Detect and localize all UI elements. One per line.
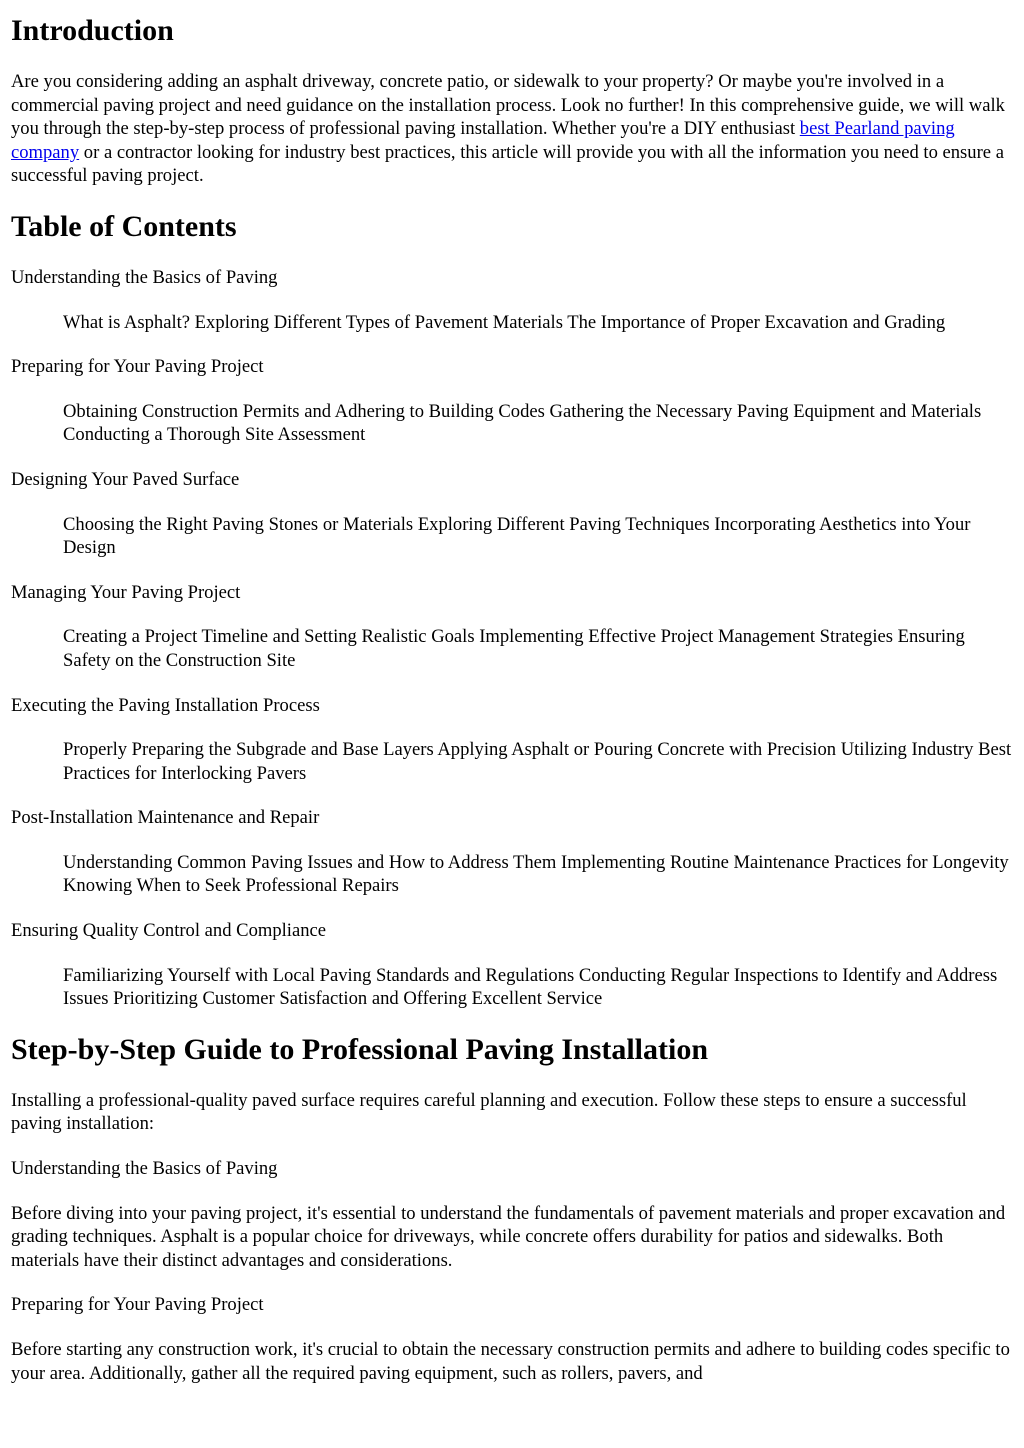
guide-section-basics bbox=[11, 1157, 1013, 1272]
toc-item-subtitle: Understanding Common Paving Issues and How to Address Them Implementing Routine Maintenance Practices for Longevity Knowing When to Seek Professional Repairs bbox=[63, 851, 1009, 897]
introduction-heading: Introduction bbox=[11, 14, 174, 47]
step-by-step-guide-heading: Step-by-Step Guide to Professional Paving Installation bbox=[11, 1032, 709, 1066]
guide-section-preparing bbox=[11, 1293, 1013, 1385]
introduction-paragraph bbox=[11, 70, 1013, 188]
introduction-text-after-link: or a contractor looking for industry best practices, this article will provide you with all the information you need to ensure a successful paving project. bbox=[11, 141, 1004, 187]
toc-item-title: Ensuring Quality Control and Compliance bbox=[11, 920, 327, 942]
toc-item-subtitle: Obtaining Construction Permits and Adhering to Building Codes Gathering the Necessary Paving Equipment and Materials Conducting a Thorough Site Assessment bbox=[63, 400, 982, 446]
toc-item-title: Preparing for Your Paving Project bbox=[11, 356, 264, 378]
toc-item-subtitle: Familiarizing Yourself with Local Paving Standards and Regulations Conducting Regular Inspections to Identify and Address Issues Prioritizing Customer Satisfaction and Offering Excellent Service bbox=[63, 964, 998, 1010]
toc-item-title: Understanding the Basics of Paving bbox=[11, 266, 278, 288]
toc-item-title: Post-Installation Maintenance and Repair bbox=[11, 807, 320, 829]
toc-item-title: Executing the Paving Installation Process bbox=[11, 694, 320, 716]
introduction-text-before-link: Are you considering adding an asphalt driveway, concrete patio, or sidewalk to your property? Or maybe you're involved in a commercial paving project and need guidance on the installation process. Look no further! In this comprehensive guide, we will walk you through the step-by-step process of professional paving installation. Whether you're a DIY enthusiast bbox=[11, 71, 1005, 140]
toc-item-subtitle: What is Asphalt? Exploring Different Types of Pavement Materials The Importance of Proper Excavation and Grading bbox=[63, 311, 946, 333]
document-page bbox=[11, 13, 1013, 1385]
table-of-contents bbox=[11, 266, 1013, 1011]
guide-intro-paragraph: Installing a professional-quality paved surface requires careful planning and execution. Follow these steps to ensure a successful paving installation: bbox=[11, 1089, 967, 1135]
pearland-paving-company-link[interactable]: best Pearland paving company bbox=[11, 118, 955, 163]
toc-item-title: Managing Your Paving Project bbox=[11, 581, 241, 603]
guide-section-title: Understanding the Basics of Paving bbox=[11, 1158, 278, 1180]
toc-item-subtitle: Creating a Project Timeline and Setting Realistic Goals Implementing Effective Project Management Strategies Ensuring Safety on the Construction Site bbox=[63, 626, 965, 671]
guide-section-paragraph: Before diving into your paving project, it's essential to understand the fundamentals of pavement materials and proper excavation and grading techniques. Asphalt is a popular choice for driveways, while concrete offers durability for patios and sidewalks. Both materials have their distinct advantages and considerations. bbox=[11, 1202, 1006, 1271]
toc-item-subtitle: Properly Preparing the Subgrade and Base Layers Applying Asphalt or Pouring Concrete with Precision Utilizing Industry Best Practices for Interlocking Pavers bbox=[63, 739, 1012, 784]
table-of-contents-heading: Table of Contents bbox=[11, 209, 237, 243]
toc-item-title: Designing Your Paved Surface bbox=[11, 468, 240, 490]
guide-section-title: Preparing for Your Paving Project bbox=[11, 1294, 264, 1316]
guide-section-paragraph: Before starting any construction work, it's crucial to obtain the necessary construction permits and adhere to building codes specific to your area. Additionally, gather all the required paving equipment, such as rollers, pavers, and bbox=[11, 1339, 1010, 1384]
toc-item-subtitle: Choosing the Right Paving Stones or Materials Exploring Different Paving Techniques Incorporating Aesthetics into Your Design bbox=[63, 513, 971, 559]
